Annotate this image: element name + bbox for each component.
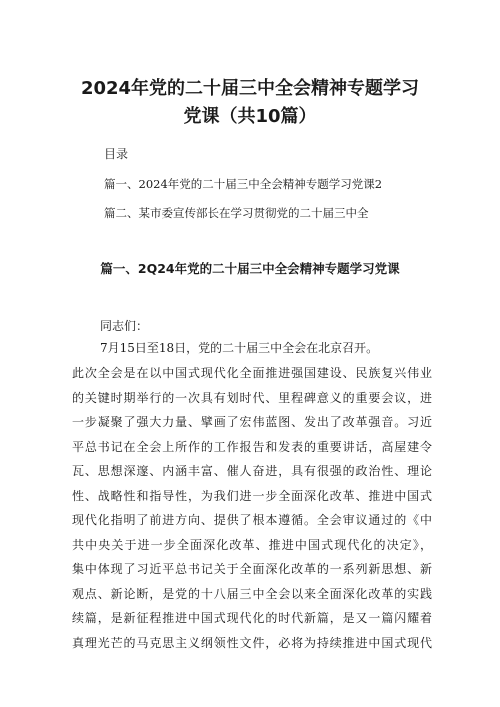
paragraph-first-line: 7月15日至18日，党的二十届三中全会在北京召开。: [100, 341, 379, 355]
body-line: 共中央关于进一步全面深化改革、推进中国式现代化的决定》，: [72, 537, 432, 552]
salutation: 同志们：: [100, 319, 149, 333]
toc-item-1[interactable]: 篇一、2024年党的二十届三中全会精神专题学习党课2: [104, 177, 383, 191]
body-line: 瓦、思想深邃、内涵丰富、催人奋进，具有很强的政治性、理论: [72, 464, 432, 478]
body-line: 性、战略性和指导性，为我们进一步全面深化改革、推进中国式: [72, 488, 432, 503]
body-line: 真理光芒的马克思主义纲领性文件，必将为持续推进中国式现代: [72, 635, 432, 650]
body-line: 现代化指明了前进方向、提供了根本遵循。全会审议通过的《中: [72, 513, 432, 527]
body-line: 观点、新论断，是党的十八届三中全会以来全面深化改革的实践: [72, 586, 432, 601]
body-line: 续篇，是新征程推进中国式现代化的时代新篇，是又一篇闪耀着: [72, 611, 432, 625]
body-text: [72, 361, 432, 655]
toc-item-2[interactable]: 篇二、某市委宣传部长在学习贯彻党的二十届三中全: [104, 206, 369, 220]
body-line: 一步凝聚了强大力量、擘画了宏伟蓝图、发出了改革强音。习近: [72, 415, 432, 429]
toc-heading: 目录: [104, 147, 129, 161]
document-title-line-2: 党课（共10篇）: [183, 106, 317, 127]
section-title: 篇一、2Q24年党的二十届三中全会精神专题学习党课: [100, 261, 400, 276]
body-line: 集中体现了习近平总书记关于全面深化改革的一系列新思想、新: [72, 562, 432, 576]
body-line: 的关键时期举行的一次具有划时代、里程碑意义的重要会议，进: [72, 390, 432, 405]
body-line: 此次全会是在以中国式现代化全面推进强国建设、民族复兴伟业: [72, 366, 432, 380]
body-line: 平总书记在全会上所作的工作报告和发表的重要讲话，高屋建令: [72, 439, 432, 454]
document-title-line-1: 2024年党的二十届三中全会精神专题学习: [80, 78, 420, 99]
